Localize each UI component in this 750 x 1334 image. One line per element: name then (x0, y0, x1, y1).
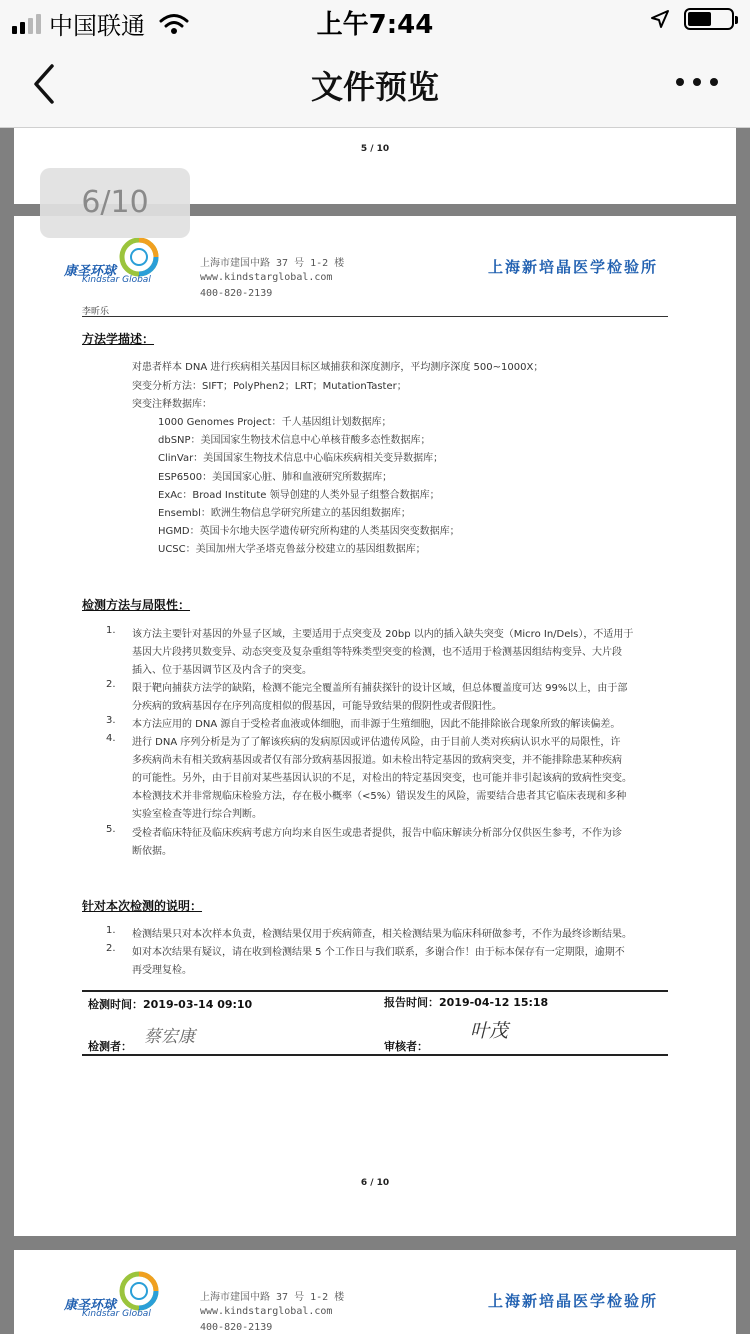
methods-section-title: 方法学描述： (82, 332, 155, 346)
website: www.kindstarglobal.com (200, 272, 333, 283)
note-line: 如对本次结果有疑议，请在收到检测结果 5 个工作日与我们联系，多谢合作！由于标本保存有一定期限，逾期不 (132, 947, 625, 958)
page-indicator: 6/10 (40, 168, 190, 238)
list-number: 3. (106, 715, 116, 726)
note-line: 检测结果只对本次样本负责，检测结果仅用于疾病筛查，相关检测结果为临床科研做参考，不作为最终诊断结果。 (132, 929, 632, 940)
note-line: 再受理复检。 (132, 965, 192, 976)
database-item: HGMD：英国卡尔地夫医学遗传研究所构建的人类基因突变数据库； (158, 526, 460, 537)
limitations-section-title: 检测方法与局限性： (82, 598, 191, 612)
list-number: 2. (106, 679, 116, 690)
list-number: 5. (106, 824, 116, 835)
navigation-bar (0, 40, 750, 128)
limitation-line: 多疾病尚未有相关致病基因或者仅有部分致病基因报道。如未检出特定基因的致病突变，并不能排除患某种疾病 (132, 755, 622, 766)
organization-name: 上海新培晶医学检验所 (488, 258, 659, 276)
header-divider (82, 316, 668, 317)
list-number: 4. (106, 733, 116, 744)
database-item: 1000 Genomes Project：千人基因组计划数据库； (158, 417, 392, 428)
more-options-icon[interactable] (676, 78, 718, 86)
database-item: Ensembl：欧洲生物信息学研究所建立的基因组数据库； (158, 508, 411, 519)
address: 上海市建国中路 37 号 1-2 楼 (200, 258, 345, 269)
status-time: 上午7:44 (316, 10, 434, 40)
reviewer-label: 审核者： (384, 1040, 428, 1053)
limitation-line: 插入、位于基因调节区及内含子的突变。 (132, 665, 312, 676)
list-number: 1. (106, 925, 116, 936)
methods-line: 对患者样本 DNA 进行疾病相关基因目标区域捕获和深度测序，平均测序深度 500~1000X； (132, 362, 544, 373)
next-page (14, 1250, 736, 1334)
limitation-line: 的可能性。另外，由于目前对某些基因认识的不足，对检出的特定基因突变，也可能并非引起该病的致病性突变。 (132, 773, 632, 784)
limitation-line: 限于靶向捕获方法学的缺陷，检测不能完全覆盖所有捕获探针的设计区域，但总体覆盖度可达 99%以上，由于部 (132, 683, 628, 694)
patient-name: 李昕乐 (82, 307, 110, 317)
limitation-line: 断依据。 (132, 846, 172, 857)
phone: 400-820-2139 (200, 1322, 273, 1333)
methods-line: 突变注释数据库： (132, 399, 212, 410)
kindstar-logo-icon (118, 236, 160, 278)
limitation-line: 受检者临床特征及临床疾病考虑方向均来自医生或患者提供，报告中临床解读分析部分仅供医生参考，不作为诊 (132, 828, 622, 839)
limitation-line: 本检测技术并非常规临床检验方法，存在极小概率（<5%）错误发生的风险，需要结合患者其它临床表现和多种 (132, 791, 627, 802)
notes-section-title: 针对本次检测的说明： (82, 899, 203, 913)
status-right (650, 8, 734, 30)
website: www.kindstarglobal.com (200, 1306, 333, 1317)
carrier-name: 中国联通 (49, 12, 145, 40)
location-arrow-icon (650, 9, 670, 29)
limitation-line: 进行 DNA 序列分析是为了了解该疾病的发病原因或评估遗传风险，由于目前人类对疾病认识水平的局限性，许 (132, 737, 621, 748)
limitation-line: 实验室检查等进行综合判断。 (132, 809, 262, 820)
status-bar (0, 0, 750, 40)
report-time: 报告时间：2019-04-12 15:18 (384, 996, 549, 1009)
tester-signature: 蔡宏康 (144, 1027, 195, 1047)
phone: 400-820-2139 (200, 288, 273, 299)
battery-icon (684, 8, 734, 30)
signature-bottom-divider (82, 1054, 668, 1056)
logo-english-text: Kindstar Global (82, 275, 151, 285)
logo-chinese-text: 康圣环球 (64, 1298, 117, 1313)
signature-top-divider (82, 990, 668, 992)
current-page (14, 216, 736, 1236)
test-time: 检测时间：2019-03-14 09:10 (88, 998, 253, 1011)
logo-chinese-text: 康圣环球 (64, 264, 117, 279)
database-item: ESP6500：美国国家心脏、肺和血液研究所数据库； (158, 472, 393, 483)
previous-page-number: 5 / 10 (360, 144, 390, 154)
database-item: dbSNP：美国国家生物技术信息中心单核苷酸多态性数据库； (158, 435, 431, 446)
logo-english-text: Kindstar Global (82, 1309, 151, 1319)
list-number: 1. (106, 625, 116, 636)
database-item: UCSC：美国加州大学圣塔克鲁兹分校建立的基因组数据库； (158, 544, 426, 555)
organization-name: 上海新培晶医学检验所 (488, 1292, 659, 1310)
limitation-line: 该方法主要针对基因的外显子区域，主要适用于点突变及 20bp 以内的插入缺失突变（Micro In/Dels），不适用于 (132, 629, 634, 640)
reviewer-signature: 叶茂 (470, 1020, 509, 1042)
list-number: 2. (106, 943, 116, 954)
kindstar-logo-icon (118, 1270, 160, 1312)
methods-line: 突变分析方法：SIFT；PolyPhen2；LRT；MutationTaster； (132, 381, 407, 392)
limitation-line: 分疾病的致病基因存在序列高度相似的假基因，可能导致结果的假阴性或者假阳性。 (132, 701, 502, 712)
limitation-line: 基因大片段拷贝数变异、动态突变及复杂重组等特殊类型突变的检测，也不适用于检测基因组结构变异、大片段 (132, 647, 622, 658)
tester-label: 检测者： (88, 1040, 132, 1053)
page-title: 文件预览 (310, 68, 439, 106)
address: 上海市建国中路 37 号 1-2 楼 (200, 1292, 345, 1303)
page-number: 6 / 10 (360, 1178, 390, 1188)
database-item: ClinVar：美国国家生物技术信息中心临床疾病相关变异数据库； (158, 453, 444, 464)
database-item: ExAc：Broad Institute 领导创建的人类外显子组整合数据库； (158, 490, 440, 501)
limitation-line: 本方法应用的 DNA 源自于受检者血液或体细胞，而非源于生殖细胞，因此不能排除嵌合现象所致的解读偏差。 (132, 719, 621, 730)
